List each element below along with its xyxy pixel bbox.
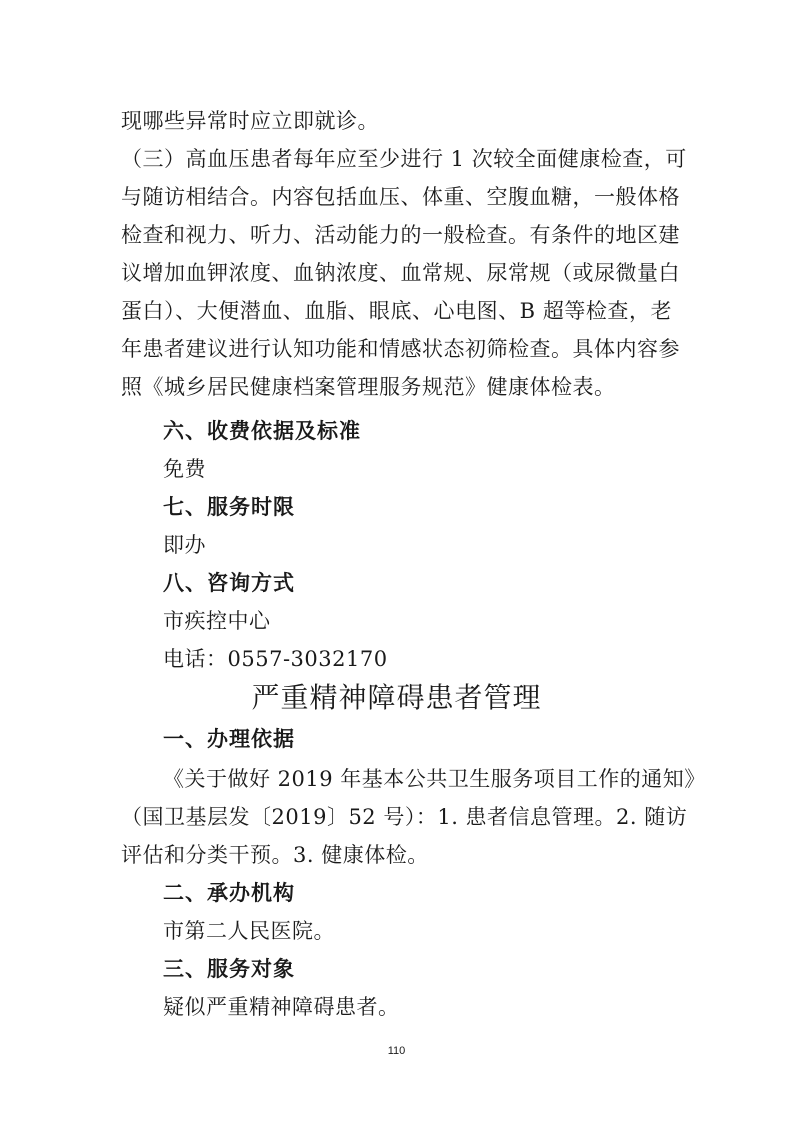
consult-org: 市疾控中心 <box>163 609 271 633</box>
fee-heading: 六、收费依据及标准 <box>163 419 361 443</box>
fee-text: 免费 <box>163 457 206 481</box>
paragraph-line: 年患者建议进行认知功能和情感状态初筛检查。具体内容参 <box>121 337 680 361</box>
paragraph-line: 蛋白）、大便潜血、血脂、眼底、心电图、B 超等检查，老 <box>121 299 672 323</box>
basis-line: （国卫基层发〔2019〕52 号）：1. 患者信息管理。2. 随访 <box>121 805 688 829</box>
consult-phone: 电话：0557-3032170 <box>163 647 388 671</box>
paragraph-line: （三）高血压患者每年应至少进行 1 次较全面健康检查，可 <box>121 147 687 171</box>
page-number: 110 <box>387 1045 406 1057</box>
target-heading: 三、服务对象 <box>163 957 295 981</box>
basis-line: 《关于做好 2019 年基本公共卫生服务项目工作的通知》 <box>163 767 706 791</box>
time-limit-heading: 七、服务时限 <box>163 495 295 519</box>
paragraph-line: 现哪些异常时应立即就诊。 <box>121 109 379 133</box>
agency-heading: 二、承办机构 <box>163 881 295 905</box>
basis-line: 评估和分类干预。3. 健康体检。 <box>121 843 429 867</box>
paragraph-line: 议增加血钾浓度、血钠浓度、血常规、尿常规（或尿微量白 <box>121 261 680 285</box>
target-text: 疑似严重精神障碍患者。 <box>163 995 400 1019</box>
time-limit-text: 即办 <box>163 533 206 557</box>
section-title: 严重精神障碍患者管理 <box>251 681 542 714</box>
paragraph-line: 与随访相结合。内容包括血压、体重、空腹血糖，一般体格 <box>121 185 680 209</box>
paragraph-line: 检查和视力、听力、活动能力的一般检查。有条件的地区建 <box>121 223 680 247</box>
agency-text: 市第二人民医院。 <box>163 919 335 943</box>
basis-heading: 一、办理依据 <box>163 727 295 751</box>
paragraph-line: 照《城乡居民健康档案管理服务规范》健康体检表。 <box>121 375 616 399</box>
consult-heading: 八、咨询方式 <box>163 571 295 595</box>
